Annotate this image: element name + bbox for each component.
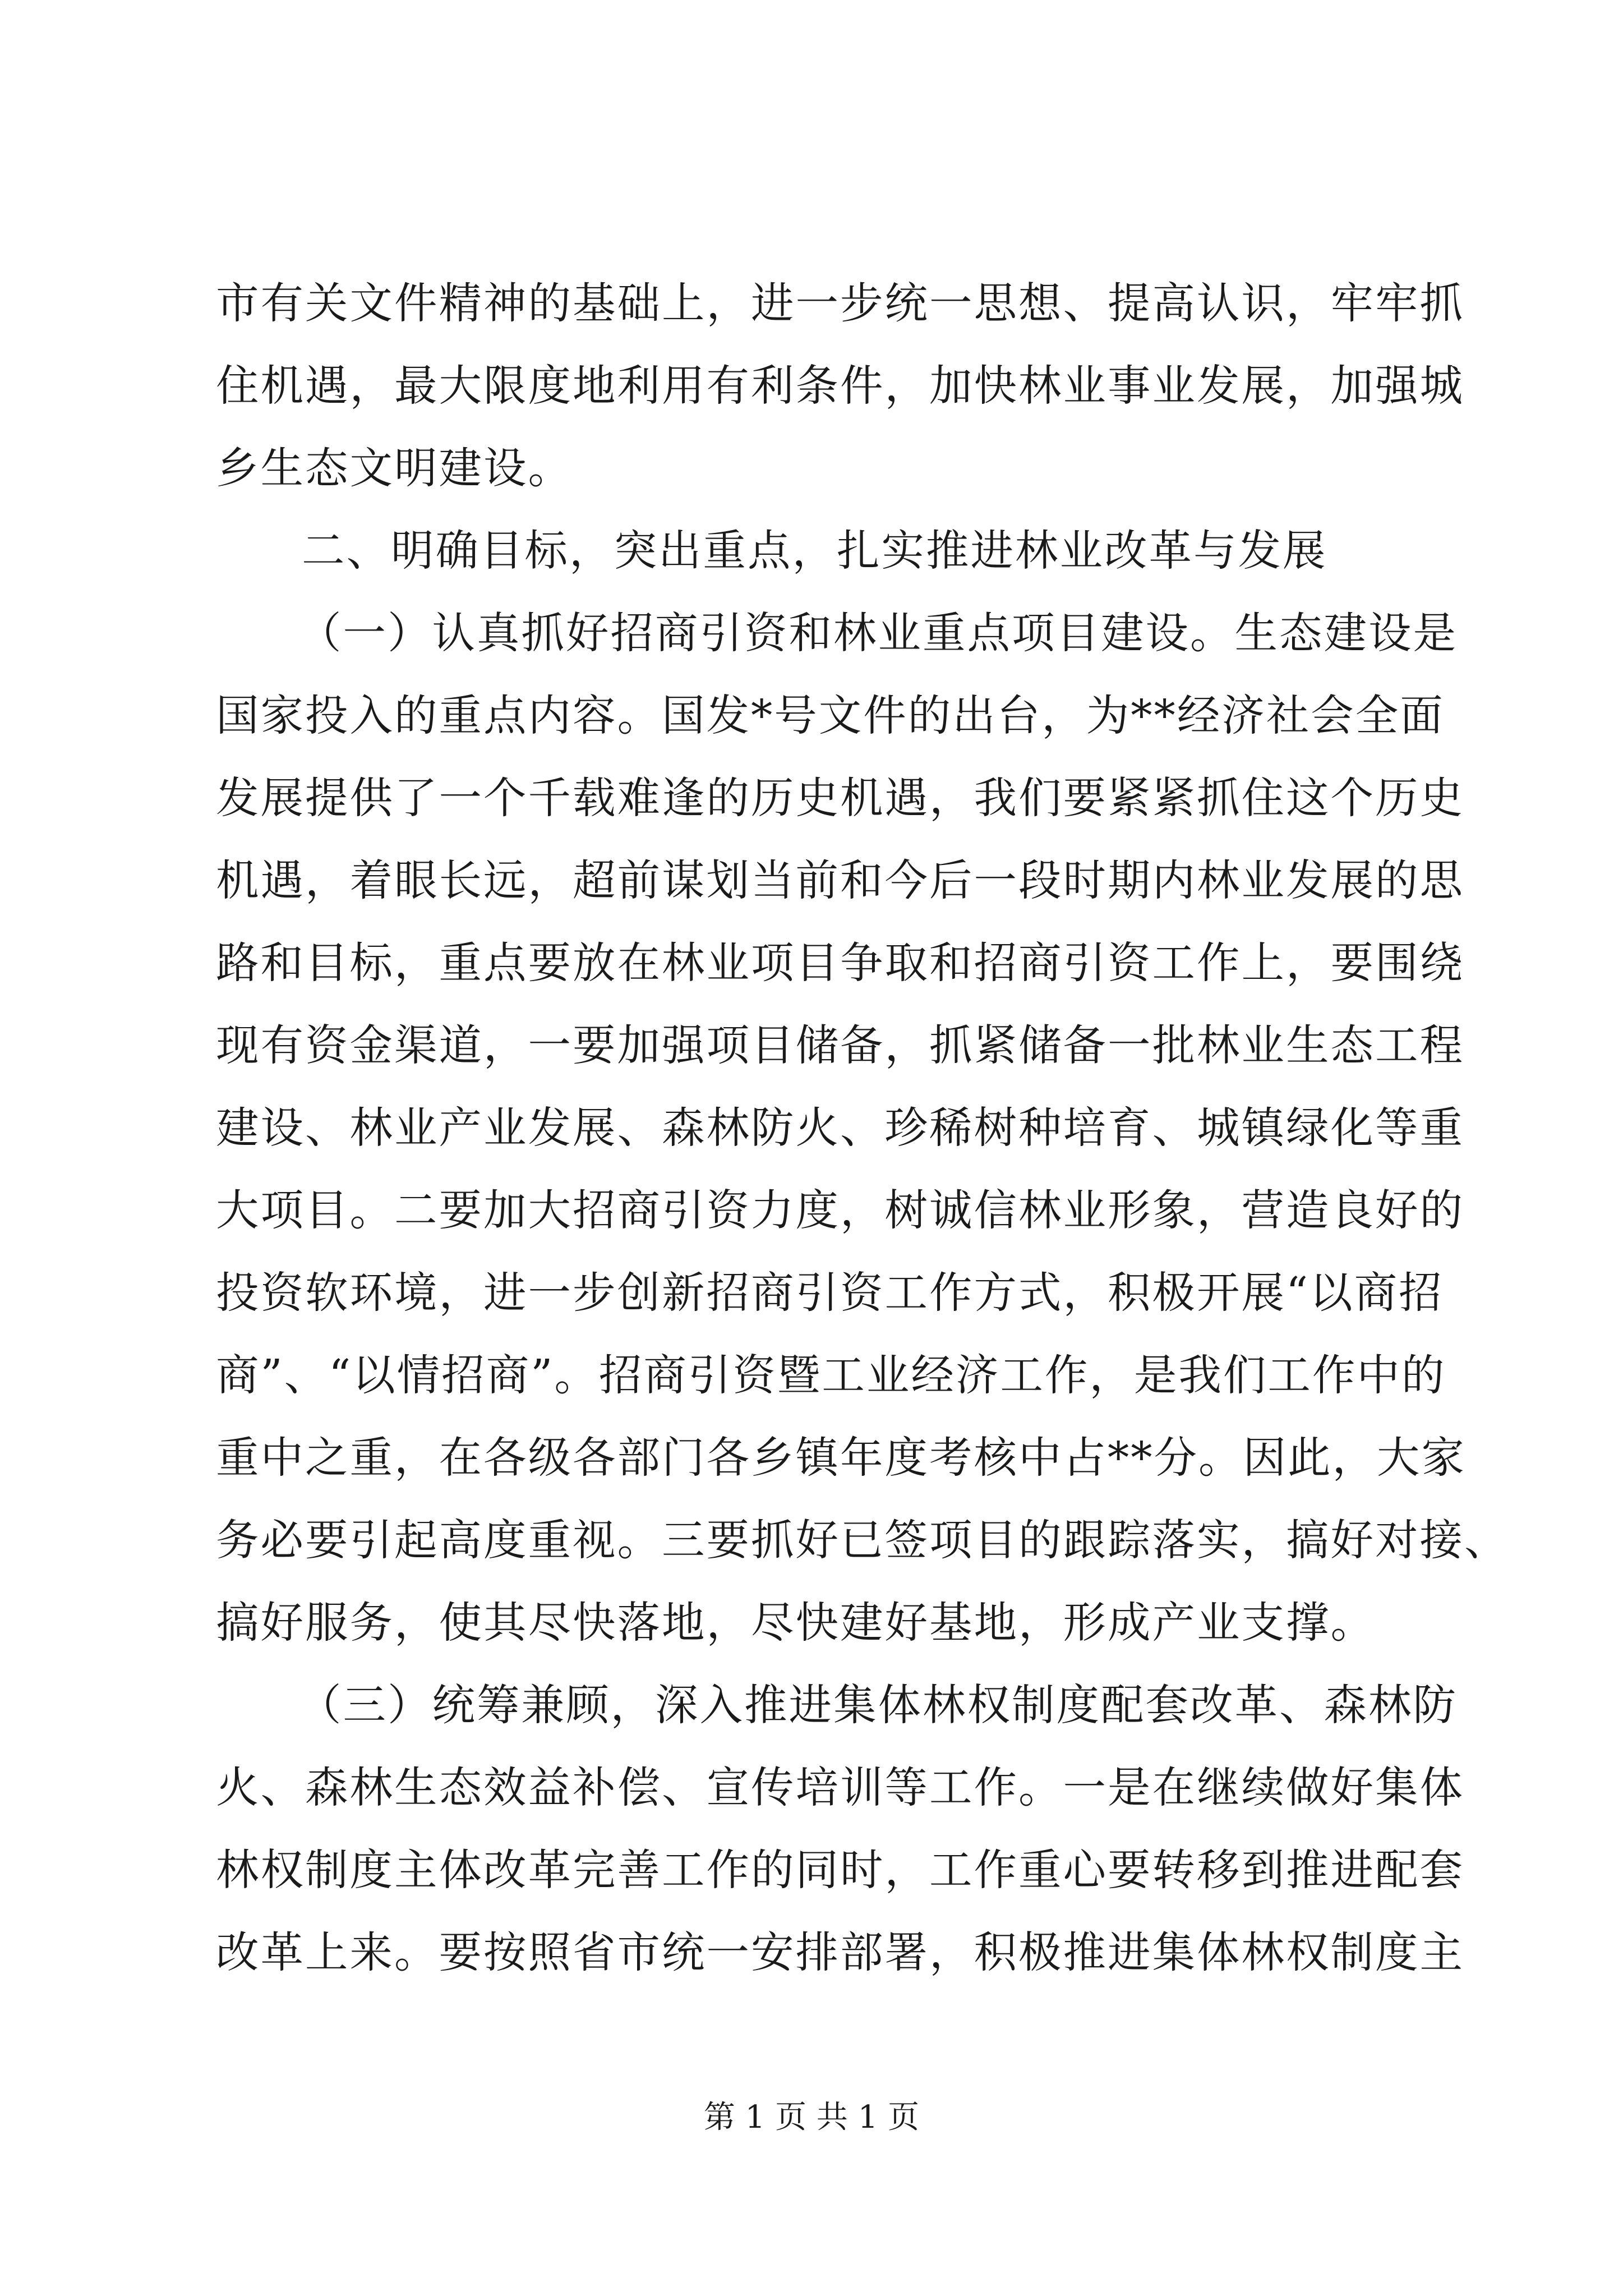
page-number-label: 第 1 页 共 1 页 — [703, 2099, 920, 2136]
text-line: 市有关文件精神的基础上，进一步统一思想、提高认识，牢牢抓 — [216, 279, 1464, 329]
subsection-heading: （一）认真抓好招商引资和林业重点项目建设。生态建设是 — [298, 609, 1458, 659]
text-line: 商”、“以情招商”。招商引资暨工业经济工作，是我们工作中的 — [216, 1351, 1446, 1401]
text-line: 建设、林业产业发展、森林防火、珍稀树种培育、城镇绿化等重 — [216, 1103, 1464, 1153]
text-line: 火、森林生态效益补偿、宣传培训等工作。一是在继续做好集体 — [216, 1763, 1464, 1813]
subsection-heading: （三）统筹兼顾，深入推进集体林权制度配套改革、森林防 — [298, 1681, 1458, 1731]
text-line: 发展提供了一个千载难逢的历史机遇，我们要紧紧抓住这个历史 — [216, 774, 1464, 823]
section-heading: 二、明确目标，突出重点，扎实推进林业改革与发展 — [302, 526, 1327, 576]
page-footer — [0, 2098, 1623, 2137]
document-body — [216, 263, 1509, 1994]
text-line: 林权制度主体改革完善工作的同时，工作重心要转移到推进配套 — [216, 1846, 1464, 1895]
text-line: 重中之重，在各级各部门各乡镇年度考核中占**分。因此，大家 — [216, 1433, 1466, 1483]
text-line: 路和目标，重点要放在林业项目争取和招商引资工作上，要围绕 — [216, 938, 1464, 988]
text-line: 搞好服务，使其尽快落地，尽快建好基地，形成产业支撑。 — [216, 1598, 1375, 1648]
text-line: 大项目。二要加大招商引资力度，树诚信林业形象，营造良好的 — [216, 1186, 1464, 1236]
text-line: 国家投入的重点内容。国发*号文件的出台，为**经济社会全面 — [216, 691, 1445, 741]
text-line: 住机遇，最大限度地利用有利条件，加快林业事业发展，加强城 — [216, 361, 1464, 411]
text-line: 乡生态文明建设。 — [216, 444, 573, 494]
text-line: 机遇，着眼长远，超前谋划当前和今后一段时期内林业发展的思 — [216, 856, 1464, 906]
text-line: 务必要引起高度重视。三要抓好已签项目的跟踪落实，搞好对接、 — [216, 1516, 1509, 1566]
text-line: 现有资金渠道，一要加强项目储备，抓紧储备一批林业生态工程 — [216, 1021, 1464, 1071]
text-line: 改革上来。要按照省市统一安排部署，积极推进集体林权制度主 — [216, 1928, 1464, 1978]
text-line: 投资软环境，进一步创新招商引资工作方式，积极开展“以商招 — [216, 1268, 1444, 1318]
